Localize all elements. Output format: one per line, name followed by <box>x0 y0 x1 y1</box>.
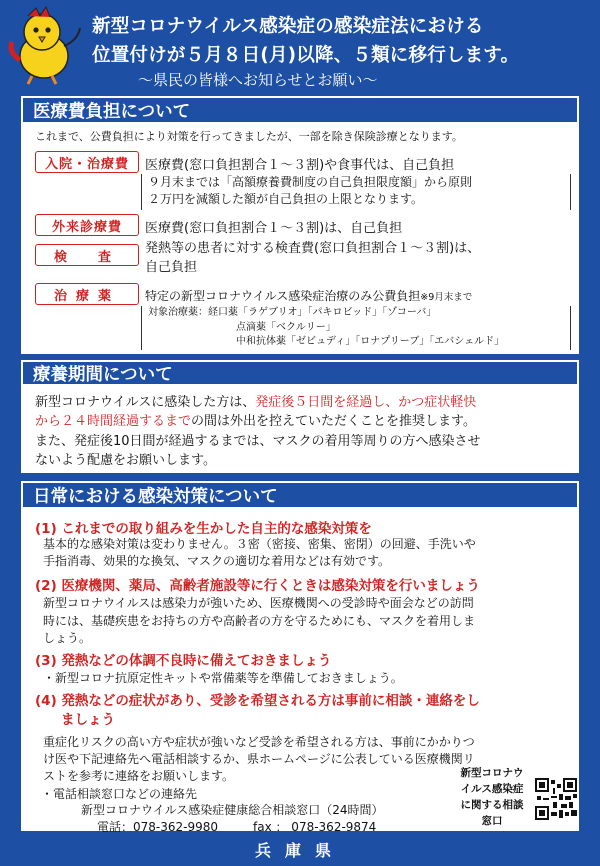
measure-heading-1: (1) これまでの取り組みを生かした自主的な感染対策を <box>35 521 372 537</box>
header <box>0 0 600 92</box>
label-inpatient: 入院・治療費 <box>35 151 139 173</box>
contact-tel: 電話：078-362-9980 <box>97 820 219 834</box>
drugs-line1: 対象治療薬：経口薬「ラゲブリオ」「パキロビッド」「ゾコーバ」 <box>148 307 437 318</box>
drugs-line2: 点滴薬「ベクルリー」 <box>236 321 336 333</box>
label-outpatient: 外来診療費 <box>35 214 139 236</box>
measure-body-2-line3: しょう。 <box>43 631 92 645</box>
measure-body-1-line1: 基本的な感染対策は変わりません。３密（密接、密集、密閉）の回避、手洗いや <box>43 537 476 551</box>
outpatient-text: 医療費(窓口負担割合１〜３割)は、自己負担 <box>145 221 403 236</box>
consult-label: 新型コロナウイルス感染症に関する相談窓口 <box>460 767 524 827</box>
header-subtitle: 〜県民の皆様へお知らせとお願い〜 <box>138 71 378 89</box>
header-title-line1: 新型コロナウイルス感染症の感染症法における <box>92 16 484 37</box>
section-title-daily-measures: 日常における感染対策について <box>21 481 579 509</box>
measure-heading-3: (3) 発熱などの体調不良時に備えておきましょう <box>35 653 332 669</box>
medicine-text-main: 特定の新型コロナウイルス感染症治療のみ公費負担 <box>145 289 421 303</box>
inpatient-note-line1: ９月末までは「高額療養費制度の自己負担限度額」から原則 <box>148 175 473 189</box>
measure-body-1 <box>43 536 476 570</box>
measure-heading-4-line2: ましょう <box>61 712 115 728</box>
measure-body-4-line1: 重症化リスクの高い方や症状が強いなど受診を希望される方は、事前にかかりつ <box>43 735 475 749</box>
chick-mascot-icon <box>6 6 84 86</box>
recovery-p1-text2: の間は外出を控えていただくことを推奨します。 <box>191 414 476 429</box>
qr-code-icon[interactable] <box>535 778 577 820</box>
measure-body-2-line1: 新型コロナウイルスは感染力が強いため、医療機関への受診時や面会などの訪問 <box>43 596 474 610</box>
measure-body-4-line2: け医や下記連絡先へ電話相談するか、県ホームページに公表している医療機関リ <box>43 752 475 766</box>
contact-fax: fax ： 078-362-9874 <box>253 820 377 834</box>
measure-body-3: ・新型コロナ抗原定性キットや常備薬等を準備しておきましょう。 <box>43 671 403 685</box>
recovery-paragraph1 <box>35 393 476 431</box>
contact-name: 新型コロナウイルス感染症健康総合相談窓口（24時間） <box>81 803 384 817</box>
medical-cost-panel <box>21 96 579 354</box>
measure-body-1-line2: 手指消毒、効果的な換気、マスクの適切な着用などは有効です。 <box>43 554 391 568</box>
section-title-recovery-period: 療養期間について <box>21 360 579 386</box>
medicine-text-until: ※9月末まで <box>420 292 473 303</box>
recovery-p2-line1: また、発症後10日間が経過するまでは、マスクの着用等周りの方へ感染させ <box>35 434 481 449</box>
footer-organization: 兵庫県 <box>254 841 345 860</box>
header-title-line2: 位置付けが５月８日(月)以降、５類に移行します。 <box>92 45 520 66</box>
recovery-period-panel <box>21 360 579 473</box>
recovery-p1-highlight2: から２４時間経過するまで <box>35 414 192 429</box>
section-title-medical-cost: 医療費負担について <box>21 96 579 124</box>
measure-body-4-line3: ストを参考に連絡をお願いします。 <box>43 769 235 783</box>
measure-body-2-line2: 時には、基礎疾患をお持ちの方や高齢者の方を守るためにも、マスクを着用しま <box>43 613 476 628</box>
measure-heading-4 <box>35 692 480 730</box>
recovery-paragraph2 <box>35 432 481 470</box>
drugs-note <box>141 306 571 350</box>
measure-body-4 <box>43 734 475 785</box>
measure-heading-4-line1: (4) 発熱などの症状があり、受診を希望される方は事前に相談・連絡をし <box>35 693 480 709</box>
recovery-p1-text: 新型コロナウイルスに感染した方は、 <box>35 395 256 410</box>
measure-heading-2: (2) 医療機関、薬局、高齢者施設等に行くときは感染対策を行いましょう <box>35 578 480 594</box>
medicine-text <box>145 287 472 304</box>
testing-text-line1: 発熱等の患者に対する検査費(窓口負担割合１〜３割)は、 <box>145 241 481 256</box>
measure-body-2 <box>43 595 475 648</box>
daily-measures-panel <box>21 481 579 834</box>
inpatient-text: 医療費(窓口負担割合１〜３割)や食事代は、自己負担 <box>145 158 455 173</box>
label-medicine: 治療薬 <box>35 283 139 305</box>
label-testing: 検 査 <box>35 244 139 266</box>
inpatient-note <box>141 174 571 210</box>
medical-cost-intro: これまで、公費負担により対策を行ってきましたが、一部を除き保険診療となります。 <box>35 130 463 143</box>
recovery-p1-highlight1: 発症後５日間を経過し、かつ症状軽快 <box>255 395 477 410</box>
contact-heading: ・電話相談窓口などの連絡先 <box>41 787 198 801</box>
inpatient-note-line2: ２万円を減額した額が自己負担の上限となります。 <box>148 192 424 206</box>
testing-text-line2: 自己負担 <box>145 260 198 275</box>
drugs-line3: 中和抗体薬「ゼビュディ」「ロナプリーブ」「エバシェルド」 <box>236 336 505 347</box>
recovery-p2-line2: ないよう配慮をお願いします。 <box>35 453 216 468</box>
